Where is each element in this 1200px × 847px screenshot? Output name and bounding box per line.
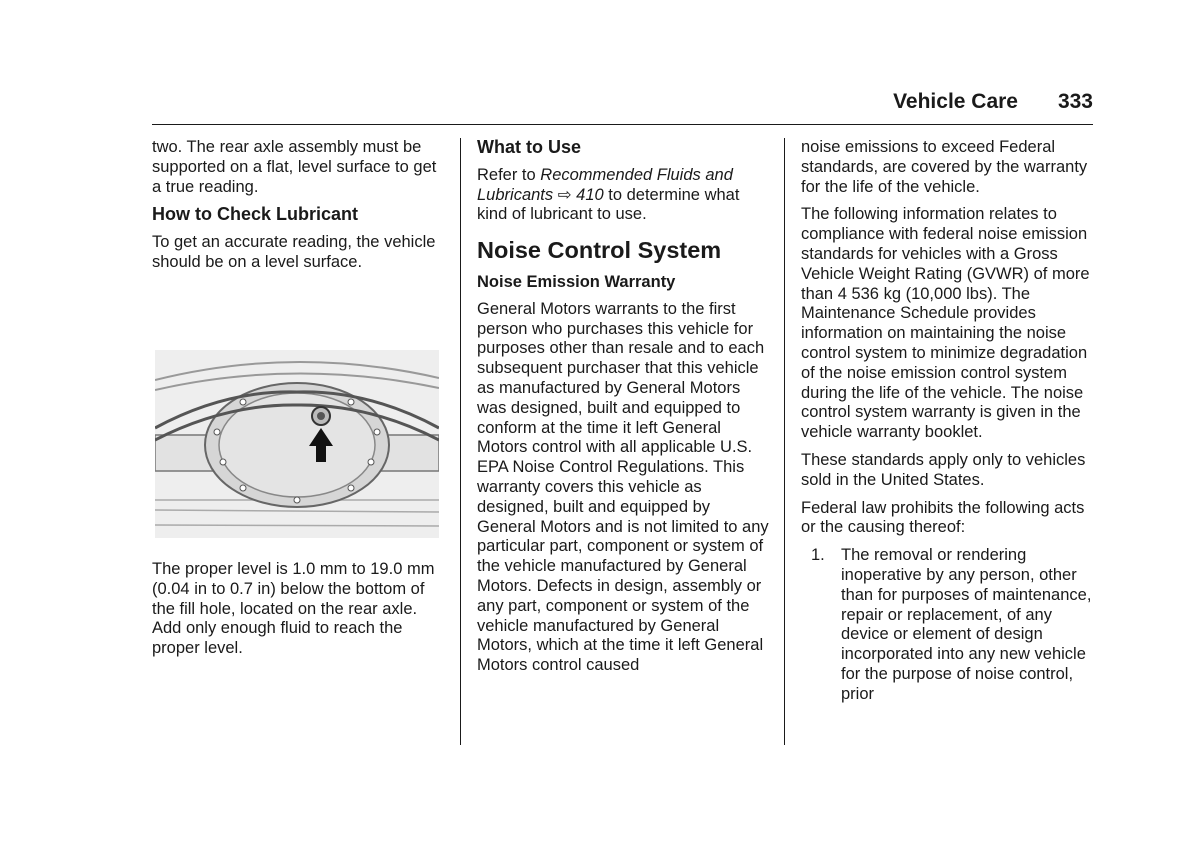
page-number: 333 [1057, 90, 1093, 113]
column-1 [152, 138, 448, 281]
rear-axle-illustration [155, 350, 439, 538]
paragraph: These standards apply only to vehicles sold in the United States. [801, 450, 1086, 489]
column-divider [460, 138, 461, 745]
column-2 [477, 138, 772, 684]
paragraph: The proper level is 1.0 mm to 19.0 mm (0.04 in to 0.7 in) below the bottom of the fill hole, located on the rear axle. Add only enough fluid to reach the proper level. [152, 560, 435, 658]
heading-how-to-check-lubricant: How to Check Lubricant [152, 204, 359, 225]
paragraph: General Motors warrants to the first person who purchases this vehicle for purposes other than resale and to each subsequent purchaser that this vehicle as manufactured by General Motors was designed, built and equipped to conform at the time it left General Motors control with all applicable U.S. EPA Noise Control Regulations. This warranty covers this vehicle as designed, built and equipped by General Motors and is not limited to any particular part, component or system of the vehicle manufactured by General Motors. Defects in design, assembly or any part, component or system of the vehicle manufactured by General Motors, which at the time it left General Motors control caused [477, 299, 769, 675]
paragraph-refer [477, 166, 772, 225]
page-header [152, 88, 1093, 125]
list-item [811, 546, 1096, 704]
refer-suffix: to determine what kind of lubricant to use. [477, 185, 740, 224]
section-title: Vehicle Care [893, 90, 1018, 113]
column-1-bottom [152, 560, 448, 667]
column-divider [784, 138, 785, 745]
page-ref-number[interactable]: 410 [576, 185, 604, 204]
list-number: 1. [811, 546, 825, 565]
heading-noise-control-system: Noise Control System [477, 237, 722, 264]
heading-noise-emission-warranty: Noise Emission Warranty [477, 272, 676, 291]
column-3 [801, 138, 1096, 705]
cross-reference-link[interactable]: Recommended Fluids and Lubricants [477, 165, 733, 204]
page-ref-icon: ⇨ [557, 185, 572, 204]
list-text: The removal or rendering inoperative by any person, other than for purposes of maintenance, repair or replacement, of any device or element of design incorporated into any new vehicle for the purpose of noise control, prior [841, 546, 1092, 703]
paragraph: To get an accurate reading, the vehicle should be on a level surface. [152, 233, 436, 271]
paragraph: noise emissions to exceed Federal standards, are covered by the warranty for the life of the vehicle. [801, 138, 1088, 196]
paragraph: Federal law prohibits the following acts or the causing thereof: [801, 498, 1085, 537]
refer-prefix: Refer to [477, 165, 541, 184]
heading-what-to-use: What to Use [477, 137, 582, 157]
paragraph: The following information relates to compliance with federal noise emission standards for vehicles with a Gross Vehicle Weight Rating (GVWR) of more than 4 536 kg (10,000 lbs). The Maintenance Schedule provides information on maintaining the noise control system to minimize degradation of the noise emission control system during the life of the vehicle. The noise control system warranty is given in the vehicle warranty booklet. [801, 205, 1090, 442]
paragraph: two. The rear axle assembly must be supported on a flat, level surface to get a true reading. [152, 138, 437, 196]
